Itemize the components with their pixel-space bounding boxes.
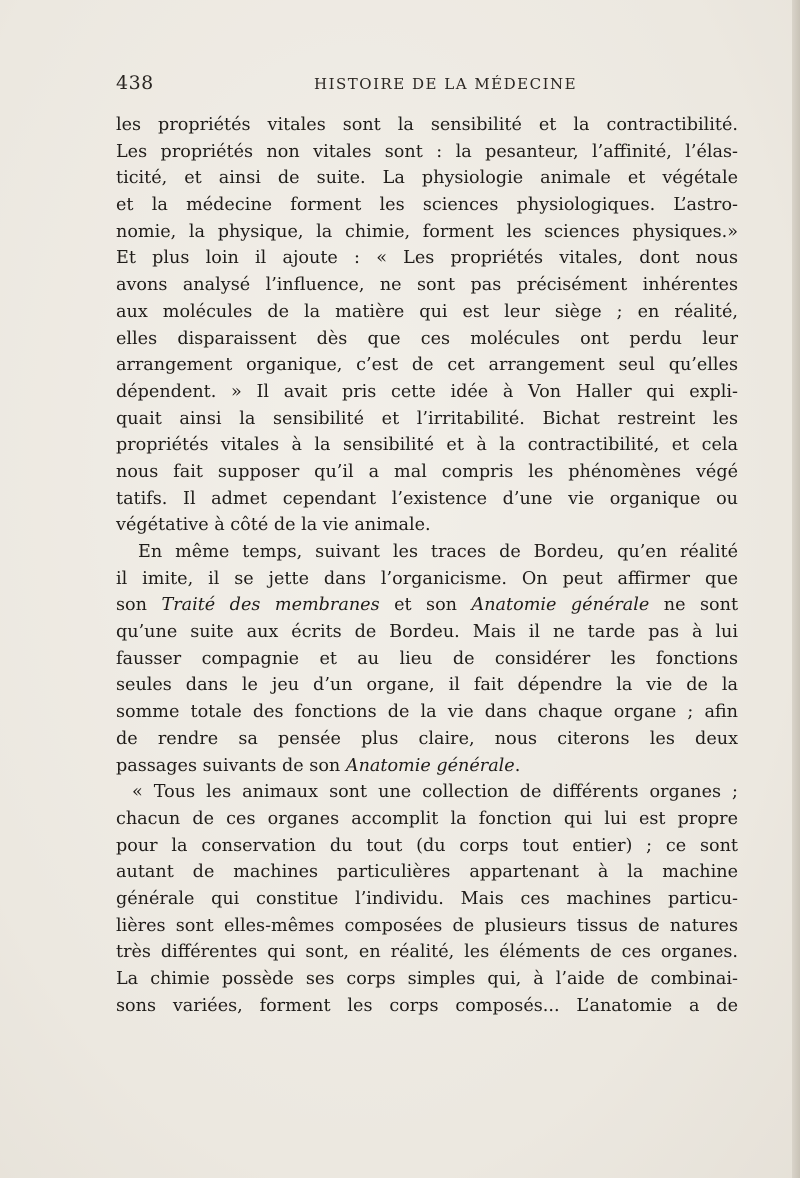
text-line: sons variées, forment les corps composés... L’anatomie a de — [116, 995, 738, 1016]
text-line: qu’une suite aux écrits de Bordeu. Mais il ne tarde pas à lui — [116, 622, 738, 643]
text-line: ticité, et ainsi de suite. La physiologie animale et végétale — [116, 168, 738, 189]
text-line: seules dans le jeu d’un organe, il fait dépendre la vie de la — [116, 675, 738, 696]
text-line: En même temps, suivant les traces de Bordeu, qu’en réalité — [138, 542, 738, 562]
text-run: passages suivants de son — [116, 755, 346, 776]
text-line: quait ainsi la sensibilité et l’irritabilité. Bichat restreint les — [116, 408, 738, 429]
text-line: arrangement organique, c’est de cet arrangement seul qu’elles — [116, 355, 738, 376]
text-run: et son — [379, 595, 472, 616]
text-line: elles disparaissent dès que ces molécules ont perdu leur — [116, 328, 738, 349]
text-line: les propriétés vitales sont la sensibilité et la contractibilité. — [116, 115, 738, 135]
text-line: somme totale des fonctions de la vie dans chaque organe ; afin — [116, 702, 738, 723]
book-title-anatomie-generale: Anatomie générale — [471, 595, 650, 616]
text-line: pour la conservation du tout (du corps tout entier) ; ce sont — [116, 835, 738, 856]
body-text — [116, 112, 738, 1019]
text-line: il imite, il se jette dans l’organicisme. On peut affirmer que — [116, 568, 738, 589]
text-line: nomie, la physique, la chimie, forment les sciences physiques.» — [116, 221, 738, 242]
page-number: 438 — [116, 72, 154, 94]
text-line: générale qui constitue l’individu. Mais ces machines particu- — [116, 888, 738, 909]
running-title: HISTOIRE DE LA MÉDECINE — [314, 75, 578, 93]
text-line: aux molécules de la matière qui est leur siège ; en réalité, — [116, 301, 738, 322]
text-run: ne sont — [649, 595, 739, 616]
text-line: Et plus loin il ajoute : « Les propriétés vitales, dont nous — [116, 248, 738, 269]
text-run: . — [514, 755, 521, 776]
text-line: tatifs. Il admet cependant l’existence d’une vie organique ou — [116, 488, 738, 509]
text-line: dépendent. » Il avait pris cette idée à Von Haller qui expli- — [116, 381, 738, 402]
page-edge — [792, 0, 800, 1178]
text-line: autant de machines particulières appartenant à la machine — [116, 862, 738, 883]
text-line: nous fait supposer qu’il a mal compris les phénomènes végé — [116, 461, 738, 482]
text-line — [116, 753, 738, 780]
book-title-traite-des-membranes: Traité des membranes — [161, 595, 380, 616]
text-line: propriétés vitales à la sensibilité et à la contractibilité, et cela — [116, 435, 738, 456]
text-line: Les propriétés non vitales sont : la pesanteur, l’affinité, l’élas- — [116, 141, 738, 162]
text-line: lières sont elles-mêmes composées de plusieurs tissus de natures — [116, 915, 738, 936]
text-line: avons analysé l’influence, ne sont pas précisément inhérentes — [116, 275, 738, 296]
text-line: « Tous les animaux sont une collection de différents organes ; — [132, 782, 738, 803]
text-line: de rendre sa pensée plus claire, nous citerons les deux — [116, 728, 738, 749]
text-line: végétative à côté de la vie animale. — [116, 515, 431, 536]
text-line: et la médecine forment les sciences physiologiques. L’astro- — [116, 195, 738, 216]
text-run: son — [116, 595, 162, 616]
text-line: chacun de ces organes accomplit la fonction qui lui est propre — [116, 808, 738, 829]
page-header — [116, 72, 736, 98]
text-line — [116, 592, 738, 619]
book-title-anatomie-generale: Anatomie générale — [345, 755, 515, 776]
text-line: fausser compagnie et au lieu de considérer les fonctions — [116, 648, 738, 669]
text-line: La chimie possède ses corps simples qui, à l’aide de combinai- — [116, 969, 738, 989]
text-line: très différentes qui sont, en réalité, les éléments de ces organes. — [116, 942, 738, 963]
